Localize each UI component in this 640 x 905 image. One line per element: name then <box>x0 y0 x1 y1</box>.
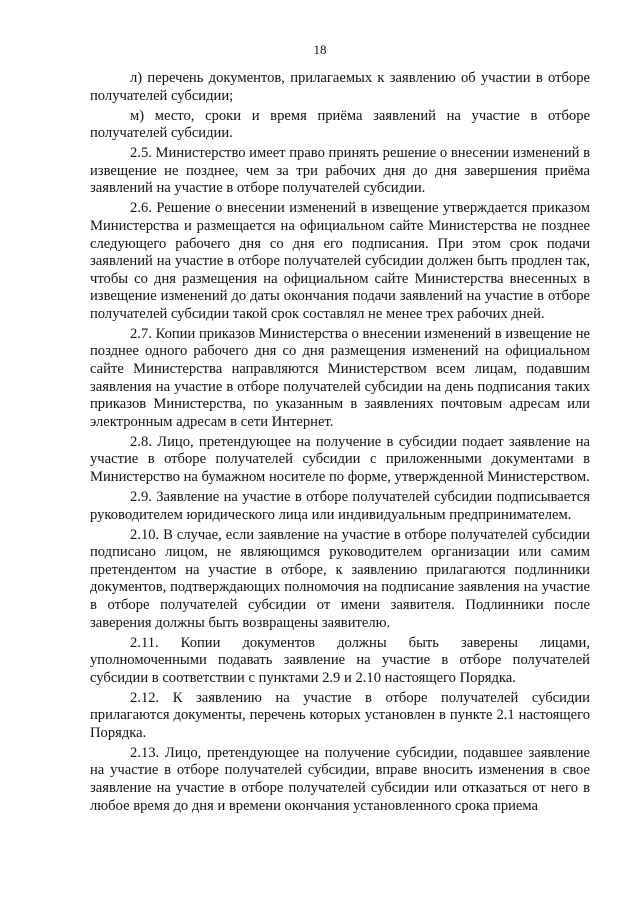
paragraph-2-9: 2.9. Заявление на участие в отборе получателей субсидии подписывается руководителем юридического лица или индивидуальным предпринимателем. <box>90 489 590 523</box>
paragraph-2-8: 2.8. Лицо, претендующее на получение в субсидии подает заявление на участие в отборе получателей субсидии с приложенными документами в Министерство на бумажном носителе по форме, утвержденной Министерством. <box>90 433 590 486</box>
page-number: 18 <box>313 42 327 57</box>
paragraph-2-13: 2.13. Лицо, претендующее на получение субсидии, подавшее заявление на участие в отборе получателей субсидии, вправе вносить изменения в свое заявление на участие в отборе получателей субсидии или отказаться от него в любое время до дня и времени окончания установленного срока приема <box>90 744 590 814</box>
paragraph-item-l: л) перечень документов, прилагаемых к заявлению об участии в отборе получателей субсидии; <box>90 70 590 104</box>
paragraph-item-m: м) место, сроки и время приёма заявлений на участие в отборе получателей субсидии. <box>90 107 590 142</box>
paragraph-2-12: 2.12. К заявлению на участие в отборе получателей субсидии прилагаются документы, перечень которых установлен в пункте 2.1 настоящего Порядка. <box>90 689 590 741</box>
paragraph-2-10: 2.10. В случае, если заявление на участие в отборе получателей субсидии подписано лицом, не являющимся руководителем организации или самим претендентом на участие в отборе, к заявлению прилагаются подлинники документов, подтверждающих полномочия на подписание заявления на участие в отборе получателей субсидии от имени заявителя. Подлинники после заверения должны быть возвращены заявителю. <box>90 526 590 631</box>
paragraph-2-11: 2.11. Копии документов должны быть заверены лицами, уполномоченными подавать заявление на участие в отборе получателей субсидии в соответствии с пунктами 2.9 и 2.10 настоящего Порядка. <box>90 634 590 686</box>
document-body <box>90 70 590 818</box>
paragraph-2-5: 2.5. Министерство имеет право принять решение о внесении изменений в извещение не позднее, чем за три рабочих дня до дня завершения приёма заявлений на участие в отборе получателей субсидии. <box>90 145 590 197</box>
paragraph-2-7: 2.7. Копии приказов Министерства о внесении изменений в извещение не позднее одного рабочего дня со дня размещения изменений на официальном сайте Министерства направляются Министерством всем лицам, подавшим заявления на участие в отборе получателей субсидии на день подписания таких приказов Министерства, по указанным в заявлениях почтовым адресам или электронным адресам в сети Интернет. <box>90 325 590 430</box>
paragraph-2-6: 2.6. Решение о внесении изменений в извещение утверждается приказом Министерства и размещается на официальном сайте Министерства не позднее следующего рабочего дня со дня его подписания. При этом срок подачи заявлений на участие в отборе получателей субсидии должен быть продлен так, чтобы со дня размещения на официальном сайте Министерства внесенных в извещение изменений до даты окончания подачи заявлений на участие в отборе получателей субсидии такой срок составлял не менее трех рабочих дней. <box>90 200 590 322</box>
